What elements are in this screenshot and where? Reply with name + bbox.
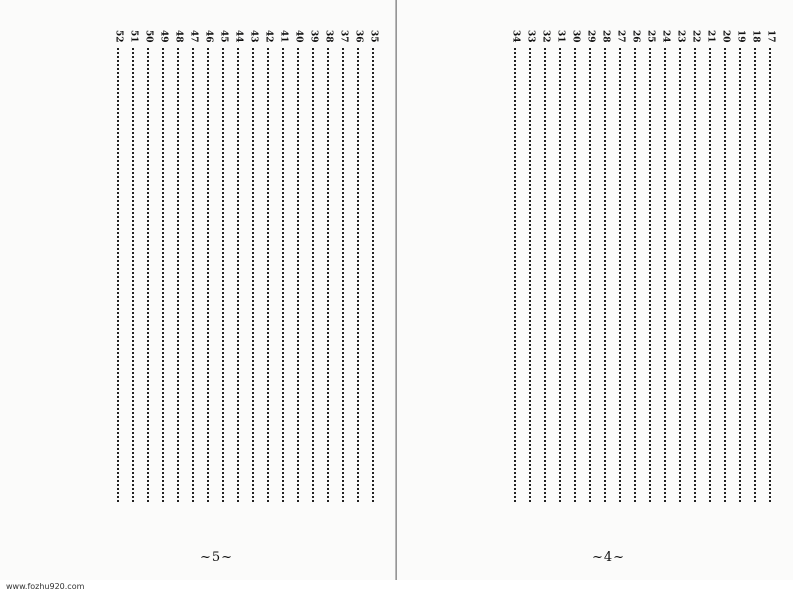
dot-leader — [724, 48, 726, 502]
toc-entry-number: 29 — [585, 30, 596, 43]
toc-entry — [111, 30, 125, 530]
toc-entry — [733, 30, 747, 530]
left-toc — [90, 30, 380, 530]
toc-entry — [763, 30, 777, 530]
dot-leader — [754, 48, 756, 502]
toc-entry — [718, 30, 732, 530]
toc-entry — [613, 30, 627, 530]
toc-entry — [658, 30, 672, 530]
toc-entry — [643, 30, 657, 530]
toc-entry — [673, 30, 687, 530]
toc-entry-number: 23 — [675, 30, 686, 43]
site-watermark: www.fozhu920.com — [6, 582, 85, 591]
left-page — [0, 0, 396, 580]
right-page-number: ~4~ — [592, 550, 626, 565]
dot-leader — [312, 48, 314, 502]
toc-entry — [366, 30, 380, 530]
dot-leader — [117, 48, 119, 502]
toc-entry-number: 37 — [338, 30, 349, 43]
toc-entry-number: 32 — [540, 30, 551, 43]
dot-leader — [297, 48, 299, 502]
dot-leader — [207, 48, 209, 502]
dot-leader — [147, 48, 149, 502]
toc-entry — [141, 30, 155, 530]
toc-entry-number: 33 — [525, 30, 536, 43]
dot-leader — [769, 48, 771, 502]
toc-entry-number: 30 — [570, 30, 581, 43]
dot-leader — [357, 48, 359, 502]
dot-leader — [282, 48, 284, 502]
toc-entry-number: 39 — [308, 30, 319, 43]
toc-entry — [553, 30, 567, 530]
dot-leader — [634, 48, 636, 502]
toc-entry — [231, 30, 245, 530]
dot-leader — [192, 48, 194, 502]
toc-entry-number: 48 — [173, 30, 184, 43]
toc-entry-number: 36 — [353, 30, 364, 43]
toc-entry — [568, 30, 582, 530]
dot-leader — [327, 48, 329, 502]
toc-entry-number: 46 — [203, 30, 214, 43]
toc-entry-number: 43 — [248, 30, 259, 43]
dot-leader — [372, 48, 374, 502]
toc-entry-number: 34 — [510, 30, 521, 43]
toc-entry-number: 45 — [218, 30, 229, 43]
toc-entry-number: 19 — [735, 30, 746, 43]
toc-entry-number: 26 — [630, 30, 641, 43]
toc-entry — [291, 30, 305, 530]
toc-entry — [583, 30, 597, 530]
toc-entry-number: 21 — [705, 30, 716, 43]
toc-entry-number: 25 — [645, 30, 656, 43]
left-page-number: ~5~ — [200, 550, 234, 565]
toc-entry — [321, 30, 335, 530]
dot-leader — [694, 48, 696, 502]
toc-entry — [351, 30, 365, 530]
toc-entry-number: 49 — [158, 30, 169, 43]
right-toc — [457, 30, 777, 530]
toc-entry — [306, 30, 320, 530]
dot-leader — [222, 48, 224, 502]
toc-entry-number: 17 — [765, 30, 776, 43]
toc-entry — [276, 30, 290, 530]
dot-leader — [267, 48, 269, 502]
dot-leader — [574, 48, 576, 502]
dot-leader — [604, 48, 606, 502]
toc-entry — [688, 30, 702, 530]
dot-leader — [342, 48, 344, 502]
toc-entry — [171, 30, 185, 530]
toc-entry-number: 20 — [720, 30, 731, 43]
toc-entry-number: 31 — [555, 30, 566, 43]
toc-entry — [261, 30, 275, 530]
dot-leader — [132, 48, 134, 502]
dot-leader — [649, 48, 651, 502]
toc-entry — [508, 30, 522, 530]
dot-leader — [544, 48, 546, 502]
toc-entry-number: 52 — [113, 30, 124, 43]
toc-entry-number: 35 — [368, 30, 379, 43]
toc-entry-number: 41 — [278, 30, 289, 43]
toc-entry-number: 50 — [143, 30, 154, 43]
dot-leader — [559, 48, 561, 502]
toc-entry — [216, 30, 230, 530]
toc-entry-number: 47 — [188, 30, 199, 43]
dot-leader — [237, 48, 239, 502]
toc-entry — [523, 30, 537, 530]
toc-entry-number: 40 — [293, 30, 304, 43]
toc-entry — [748, 30, 762, 530]
toc-entry — [703, 30, 717, 530]
toc-entry-number: 42 — [263, 30, 274, 43]
toc-entry — [156, 30, 170, 530]
dot-leader — [739, 48, 741, 502]
dot-leader — [619, 48, 621, 502]
toc-entry-number: 28 — [600, 30, 611, 43]
dot-leader — [589, 48, 591, 502]
toc-entry — [628, 30, 642, 530]
dot-leader — [679, 48, 681, 502]
toc-entry-number: 44 — [233, 30, 244, 43]
dot-leader — [252, 48, 254, 502]
toc-entry — [246, 30, 260, 530]
toc-entry — [186, 30, 200, 530]
toc-entry — [538, 30, 552, 530]
toc-entry-number: 27 — [615, 30, 626, 43]
toc-entry-number: 51 — [128, 30, 139, 43]
toc-entry-number: 24 — [660, 30, 671, 43]
toc-entry-number: 22 — [690, 30, 701, 43]
toc-entry — [201, 30, 215, 530]
toc-entry-number: 18 — [750, 30, 761, 43]
dot-leader — [514, 48, 516, 502]
dot-leader — [177, 48, 179, 502]
right-page — [397, 0, 793, 580]
dot-leader — [709, 48, 711, 502]
toc-entry — [598, 30, 612, 530]
toc-entry — [336, 30, 350, 530]
dot-leader — [664, 48, 666, 502]
toc-entry-number: 38 — [323, 30, 334, 43]
dot-leader — [529, 48, 531, 502]
toc-entry — [126, 30, 140, 530]
dot-leader — [162, 48, 164, 502]
